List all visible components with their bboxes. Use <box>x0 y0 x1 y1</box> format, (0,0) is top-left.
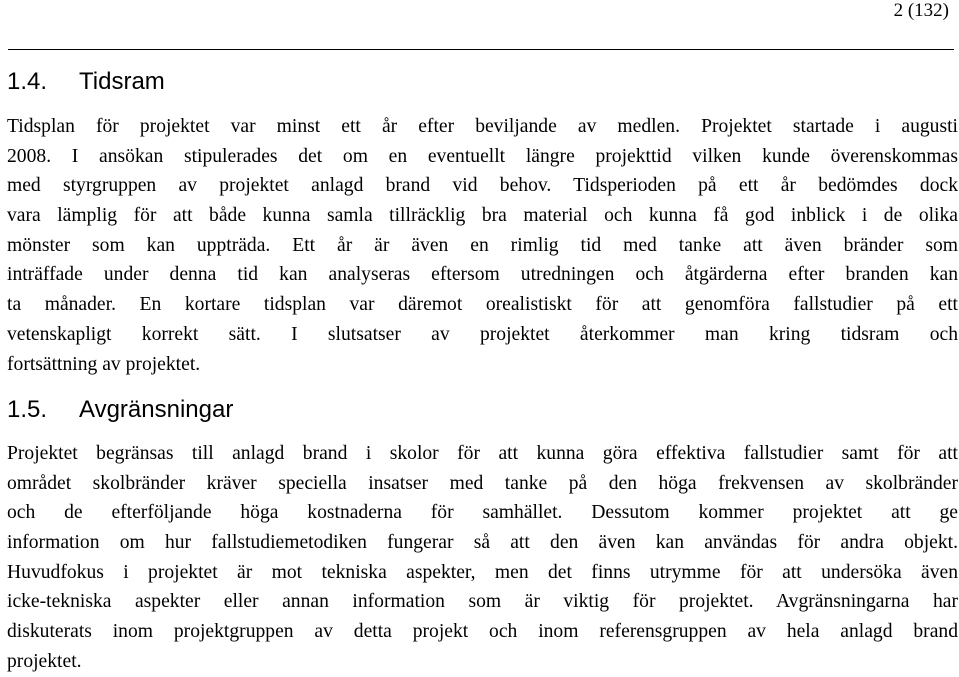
page-number: 2 (132) <box>893 0 949 21</box>
section-number: 1.5. <box>7 396 48 423</box>
paragraph-line: icke-tekniska aspekter eller annan information som är viktig för projektet. Avgränsningarna har <box>7 591 958 613</box>
paragraph-line: Huvudfokus i projektet är mot tekniska aspekter, men det finns utrymme för att undersöka även <box>7 561 958 583</box>
paragraph-line: inträffade under denna tid kan analyseras eftersom utredningen och åtgärderna efter branden kan <box>7 264 958 286</box>
paragraph-line: och de efterföljande höga kostnaderna för samhället. Dessutom kommer projektet att ge <box>7 502 958 524</box>
section-title: Tidsram <box>79 68 165 95</box>
paragraph-line: området skolbränder kräver speciella insatser med tanke på den höga frekvensen av skolbränder <box>7 472 958 494</box>
paragraph-line: Projektet begränsas till anlagd brand i skolor för att kunna göra effektiva fallstudier samt för att <box>7 443 958 464</box>
paragraph-line: information om hur fallstudiemetodiken fungerar så att den även kan användas för andra objekt. <box>7 532 958 554</box>
section-number: 1.4. <box>7 68 48 95</box>
header-rule <box>8 49 954 50</box>
paragraph-line: 2008. I ansökan stipulerades det om en eventuellt längre projekttid vilken kunde överenskommas <box>7 145 958 167</box>
paragraph-line: Tidsplan för projektet var minst ett år efter beviljande av medlen. Projektet startade i augusti <box>7 116 958 137</box>
section-heading-tidsram <box>7 68 165 96</box>
paragraph-line: mönster som kan uppträda. Ett år är även en rimlig tid med tanke att även bränder som <box>7 234 958 256</box>
paragraph-line: vara lämplig för att både kunna samla tillräcklig bra material och kunna få god inblick i de olika <box>7 205 958 227</box>
paragraph-line: vetenskapligt korrekt sätt. I slutsatser av projektet återkommer man kring tidsram och <box>7 323 958 345</box>
paragraph-avgransningar <box>7 439 958 677</box>
section-title: Avgränsningar <box>79 396 234 423</box>
paragraph-line: fortsättning av projektet. <box>7 353 201 375</box>
paragraph-line: ta månader. En kortare tidsplan var däremot orealistiskt för att genomföra fallstudier på ett <box>7 294 958 316</box>
paragraph-line: projektet. <box>7 650 82 672</box>
section-heading-avgransningar <box>7 396 233 424</box>
paragraph-tidsram <box>7 112 958 379</box>
paragraph-line: med styrgruppen av projektet anlagd brand vid behov. Tidsperioden på ett år bedömdes dock <box>7 175 958 197</box>
paragraph-line: diskuterats inom projektgruppen av detta projekt och inom referensgruppen av hela anlagd brand <box>7 621 958 643</box>
